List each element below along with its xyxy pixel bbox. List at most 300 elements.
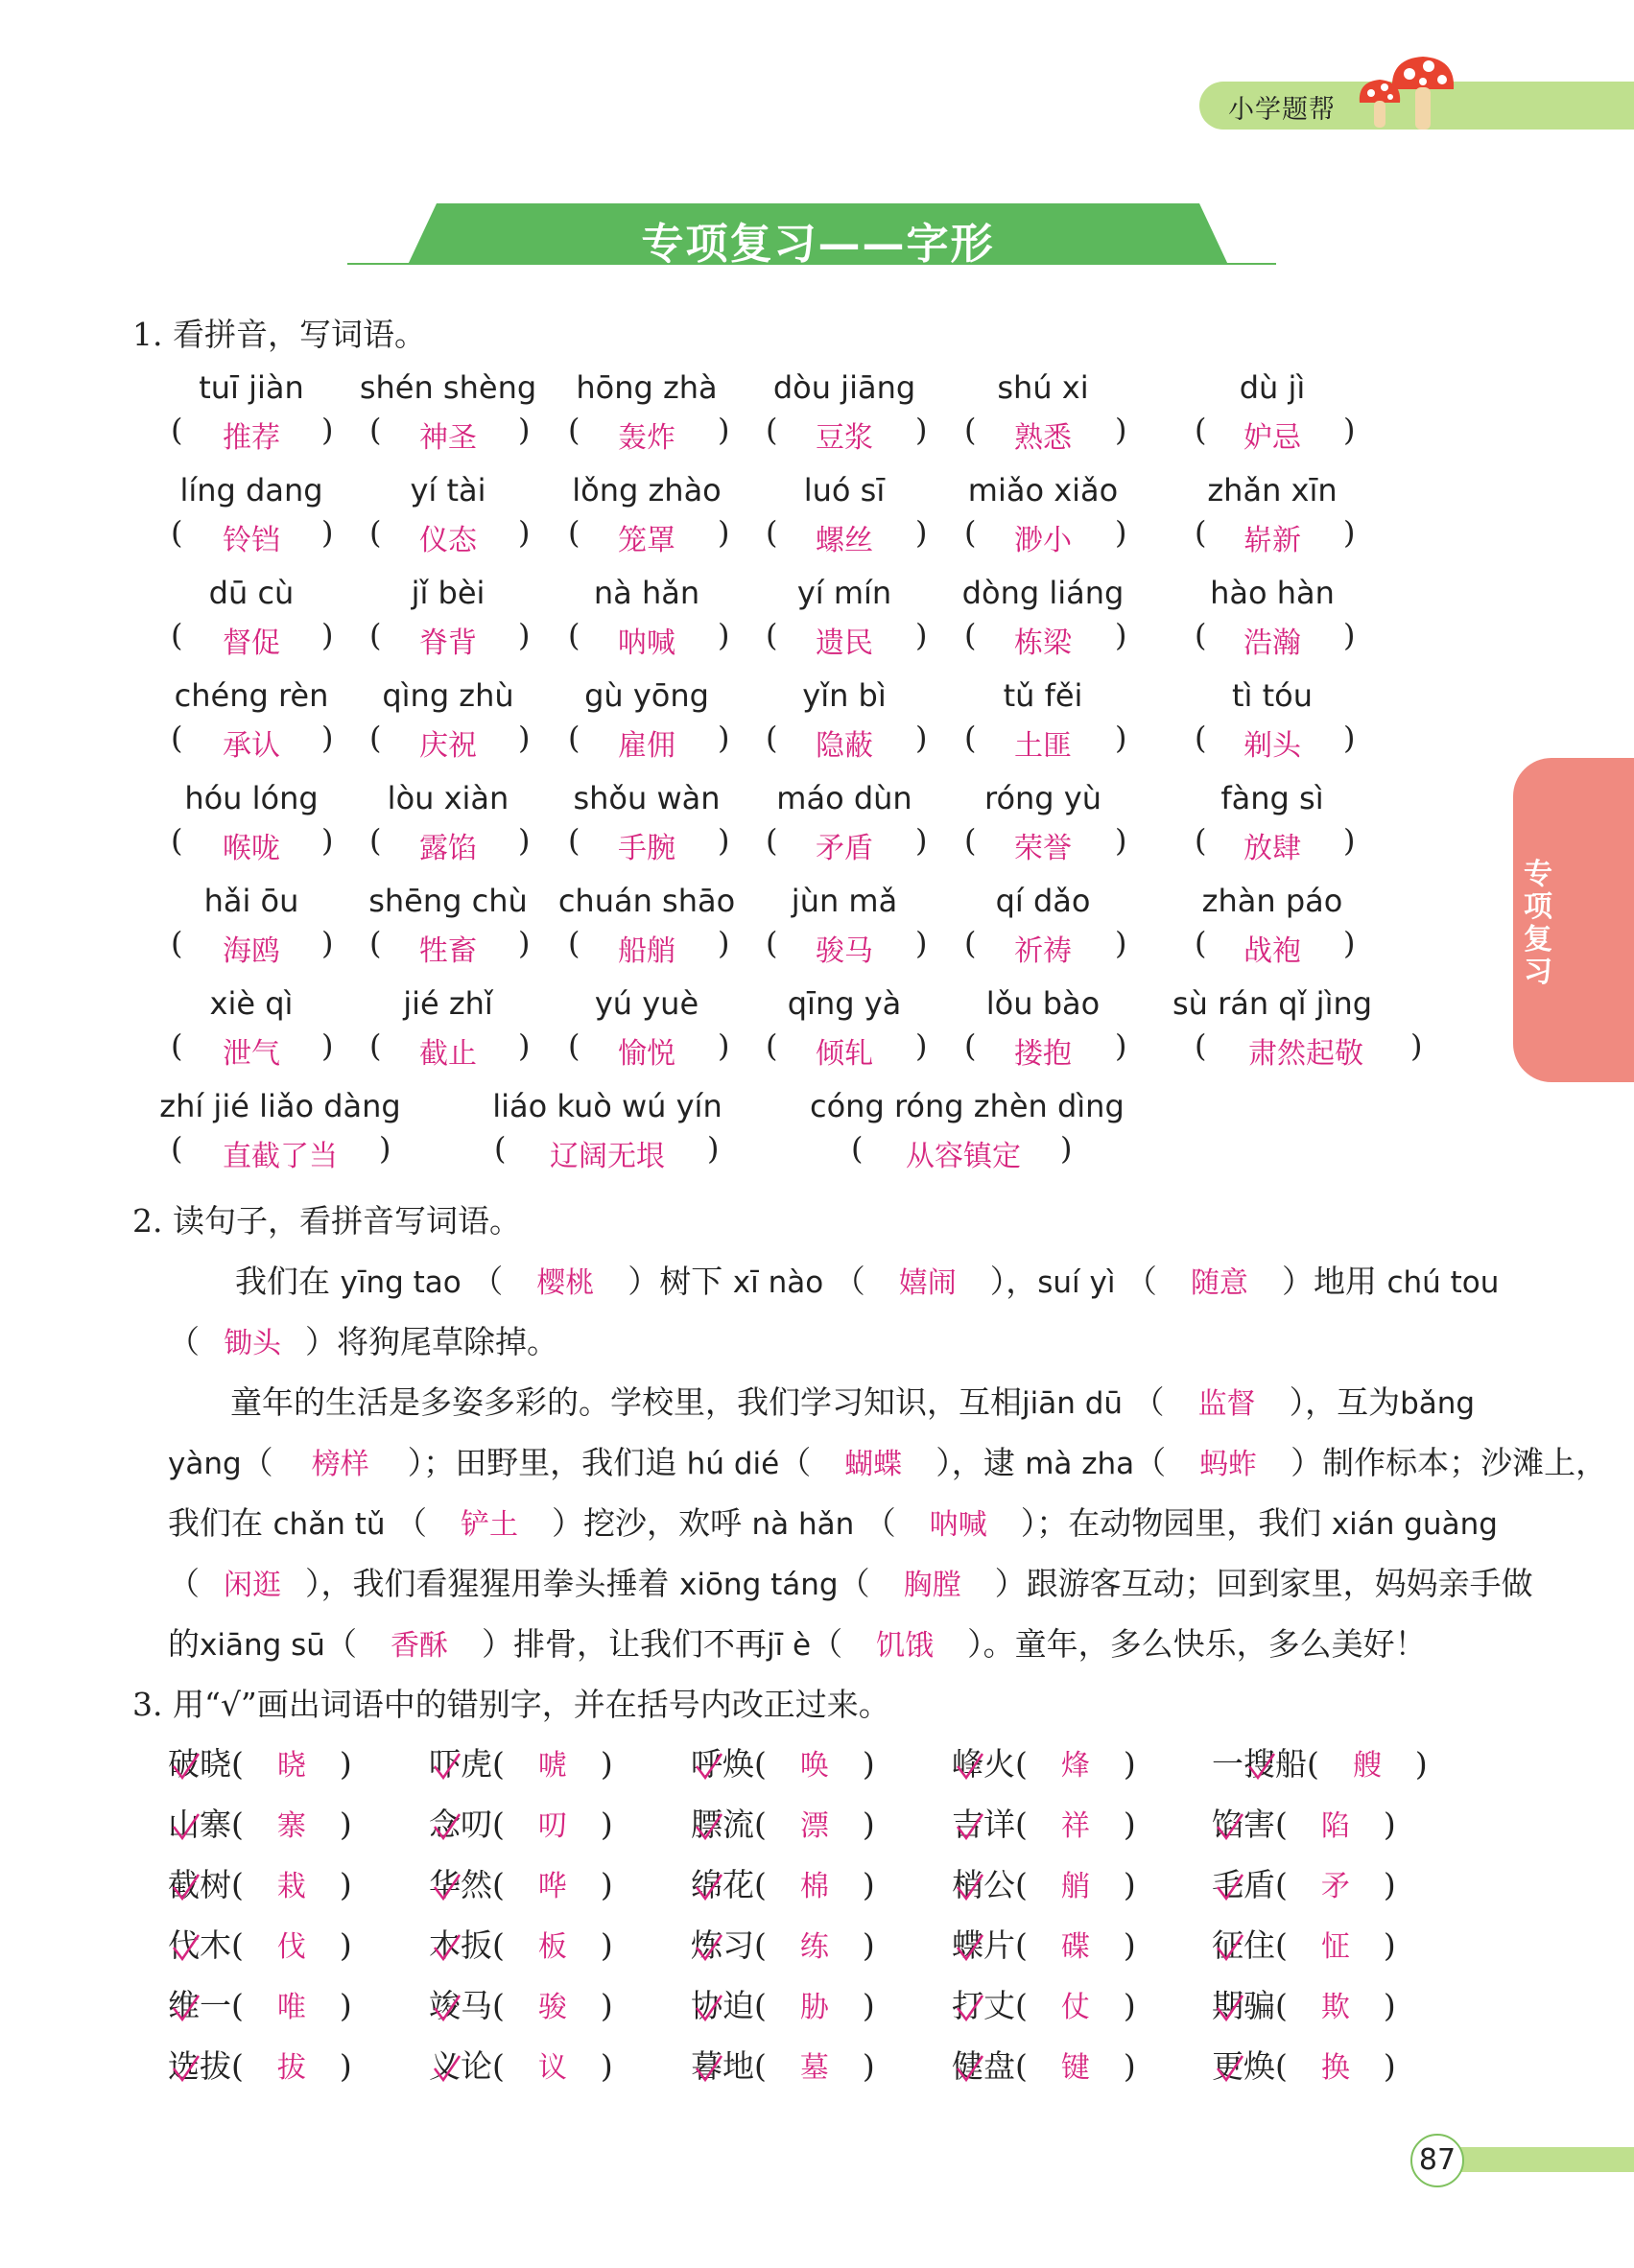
answer-word: 推荐 <box>223 421 280 455</box>
open-paren: ( <box>171 1028 183 1064</box>
pinyin-prompt: yú yuè <box>594 985 699 1022</box>
open-paren: ( <box>766 822 778 859</box>
word-with-error: 山寨 <box>168 1806 231 1843</box>
open-paren: ( <box>171 925 183 961</box>
correction-item: 木扳( 板 ) <box>429 1921 613 1966</box>
header-brand: 小学题帮 <box>1228 95 1336 125</box>
answer-word: 搂抱 <box>1014 1037 1072 1071</box>
check-mark-icon <box>170 1811 202 1844</box>
check-mark-icon <box>1245 1751 1278 1784</box>
correction-item: 截树( 栽 ) <box>168 1860 352 1905</box>
check-mark-icon <box>954 1993 986 2025</box>
correction-item: 华然( 哗 ) <box>429 1860 613 1905</box>
correction-item: 炼习( 练 ) <box>691 1921 875 1966</box>
check-mark-icon <box>693 1993 725 2025</box>
corrected-char: 议 <box>537 2051 567 2085</box>
open-paren: ( <box>1195 617 1207 653</box>
check-mark-icon <box>431 1872 463 1904</box>
corrected-char: 哗 <box>537 1870 567 1903</box>
check-mark-icon <box>431 1751 463 1784</box>
close-paren: ) <box>321 1028 334 1064</box>
pinyin-prompt: miǎo xiǎo <box>967 472 1119 508</box>
pinyin-prompt: lǒu bào <box>985 985 1101 1022</box>
pinyin-prompt: yí tài <box>410 472 486 508</box>
word-with-error: 更焕 <box>1212 2047 1275 2085</box>
answer-word: 笼罩 <box>618 524 675 557</box>
correction-item: 协迫( 胁 ) <box>691 1981 875 2026</box>
answer-word: 喉咙 <box>223 832 280 865</box>
close-paren: ) <box>1410 1028 1423 1064</box>
open-paren: ( <box>964 617 977 653</box>
word-with-error: 峰火 <box>952 1745 1015 1783</box>
correction-item: 绵花( 棉 ) <box>691 1860 875 1905</box>
corrected-char: 晓 <box>276 1749 306 1783</box>
check-mark-icon <box>693 1932 725 1965</box>
correction-item: 打丈( 仗 ) <box>952 1981 1136 2026</box>
answer-word: 愉悦 <box>618 1037 675 1071</box>
answer-word: 倾轧 <box>816 1037 873 1071</box>
word-with-error: 木扳 <box>429 1926 492 1964</box>
close-paren: ) <box>915 412 928 448</box>
pinyin-prompt: shēng chù <box>368 883 528 919</box>
pinyin-prompt: hóu lóng <box>184 780 319 816</box>
word-with-error: 膘流 <box>691 1806 754 1843</box>
word-with-error: 期骗 <box>1212 1987 1275 2024</box>
pinyin-prompt: nà hǎn <box>593 575 700 611</box>
close-paren: ) <box>1115 617 1127 653</box>
open-paren: ( <box>568 1028 580 1064</box>
close-paren: ) <box>718 925 730 961</box>
answer-word: 轰炸 <box>618 421 675 455</box>
corrected-char: 艘 <box>1352 1749 1382 1783</box>
corrected-char: 欺 <box>1320 1991 1350 2024</box>
open-paren: ( <box>964 720 977 756</box>
pinyin-prompt: dòng liáng <box>961 575 1125 611</box>
open-paren: ( <box>568 617 580 653</box>
close-paren: ) <box>1115 925 1127 961</box>
pinyin-prompt: qí dǎo <box>995 883 1091 919</box>
word-with-error: 征住 <box>1212 1926 1275 1964</box>
check-mark-icon <box>693 2053 725 2086</box>
close-paren: ) <box>321 617 334 653</box>
word-with-error: 打丈 <box>952 1987 1015 2024</box>
close-paren: ) <box>718 720 730 756</box>
open-paren: ( <box>369 822 382 859</box>
correction-item: 选拔( 拔 ) <box>168 2042 352 2087</box>
word-with-error: 一搜船 <box>1212 1745 1307 1783</box>
corrected-char: 矛 <box>1320 1870 1350 1903</box>
close-paren: ) <box>518 412 531 448</box>
pinyin-prompt: hōng zhà <box>576 369 718 406</box>
pinyin-prompt: tǔ fěi <box>1003 677 1083 714</box>
corrected-char: 键 <box>1060 2051 1090 2085</box>
corrected-char: 陷 <box>1320 1809 1350 1843</box>
correction-item: 吉详( 祥 ) <box>952 1800 1136 1845</box>
word-with-error: 选拔 <box>168 2047 231 2085</box>
pinyin-prompt: shǒu wàn <box>573 780 721 816</box>
question-1-title: 1. 看拼音，写词语。 <box>132 316 426 353</box>
answer-word: 渺小 <box>1014 524 1072 557</box>
answer-word: 庆祝 <box>419 729 477 763</box>
answer-word: 泄气 <box>223 1037 280 1071</box>
close-paren: ) <box>915 925 928 961</box>
word-with-error: 义论 <box>429 2047 492 2085</box>
pinyin-prompt: dù jì <box>1239 369 1306 406</box>
word-with-error: 竣马 <box>429 1987 492 2024</box>
open-paren: ( <box>766 720 778 756</box>
close-paren: ) <box>321 412 334 448</box>
question-3-title: 3. 用“√”画出词语中的错别字，并在括号内改正过来。 <box>132 1686 890 1723</box>
correction-item: 维一( 唯 ) <box>168 1981 352 2026</box>
open-paren: ( <box>171 514 183 551</box>
close-paren: ) <box>1343 617 1356 653</box>
pinyin-prompt: liáo kuò wú yín <box>492 1088 722 1124</box>
pinyin-prompt: hǎi ōu <box>203 883 299 919</box>
pinyin-prompt: máo dùn <box>776 780 912 816</box>
answer-word: 呐喊 <box>618 626 675 660</box>
open-paren: ( <box>766 1028 778 1064</box>
correction-item: 馅害( 陷 ) <box>1212 1800 1396 1845</box>
close-paren: ) <box>1115 1028 1127 1064</box>
check-mark-icon <box>170 1872 202 1904</box>
close-paren: ) <box>321 822 334 859</box>
corrected-char: 怔 <box>1320 1930 1350 1964</box>
close-paren: ) <box>707 1130 720 1167</box>
answer-word: 隐蔽 <box>816 729 873 763</box>
open-paren: ( <box>171 412 183 448</box>
pinyin-prompt: zhí jié liǎo dàng <box>159 1088 401 1124</box>
corrected-char: 骏 <box>537 1991 567 2024</box>
open-paren: ( <box>369 720 382 756</box>
pinyin-prompt: zhǎn xīn <box>1207 472 1338 508</box>
correction-item: 蝶片( 碟 ) <box>952 1921 1136 1966</box>
open-paren: ( <box>568 514 580 551</box>
answer-word: 雇佣 <box>618 729 675 763</box>
pinyin-prompt: dòu jiāng <box>772 369 916 406</box>
pinyin-prompt: lòu xiàn <box>387 780 509 816</box>
corrected-char: 祥 <box>1060 1809 1090 1843</box>
answer-word: 栋梁 <box>1014 626 1072 660</box>
answer-word: 祈祷 <box>1014 934 1072 968</box>
close-paren: ) <box>1343 412 1356 448</box>
answer-word: 手腕 <box>618 832 675 865</box>
answer-word: 螺丝 <box>816 524 873 557</box>
close-paren: ) <box>1060 1130 1073 1167</box>
corrected-char: 栽 <box>276 1870 306 1903</box>
check-mark-icon <box>431 1811 463 1844</box>
side-tab-label: 专项复习 <box>1524 858 1552 989</box>
check-mark-icon <box>431 1932 463 1965</box>
open-paren: ( <box>766 514 778 551</box>
answer-word: 妒忌 <box>1243 421 1301 455</box>
open-paren: ( <box>494 1130 507 1167</box>
close-paren: ) <box>1343 822 1356 859</box>
close-paren: ) <box>1343 514 1356 551</box>
close-paren: ) <box>718 822 730 859</box>
open-paren: ( <box>766 925 778 961</box>
open-paren: ( <box>171 822 183 859</box>
correction-item: 梢公( 艄 ) <box>952 1860 1136 1905</box>
page-number: 87 <box>1418 2143 1456 2177</box>
close-paren: ) <box>1115 412 1127 448</box>
open-paren: ( <box>964 925 977 961</box>
correction-item: 一搜船( 艘 ) <box>1212 1739 1428 1784</box>
close-paren: ) <box>718 617 730 653</box>
open-paren: ( <box>851 1130 864 1167</box>
open-paren: ( <box>369 1028 382 1064</box>
open-paren: ( <box>964 822 977 859</box>
q2-line-5: 我们在 chǎn tǔ （ 铲土 ）挖沙，欢呼 nà hǎn （ 呐喊 ）；在动物园里，我们 xián guàng <box>168 1504 1498 1542</box>
close-paren: ) <box>518 1028 531 1064</box>
check-mark-icon <box>1214 1811 1246 1844</box>
correction-item: 破晓( 晓 ) <box>168 1739 352 1784</box>
word-with-error: 炼习 <box>691 1926 754 1964</box>
open-paren: ( <box>964 514 977 551</box>
answer-word: 脊背 <box>419 626 477 660</box>
pinyin-prompt: yǐn bì <box>802 677 887 714</box>
answer-word: 承认 <box>223 729 280 763</box>
answer-word: 荣誉 <box>1014 832 1072 865</box>
open-paren: ( <box>568 720 580 756</box>
pinyin-prompt: dū cù <box>208 575 295 611</box>
pinyin-prompt: zhàn páo <box>1201 883 1343 919</box>
pinyin-prompt: tuī jiàn <box>199 369 304 406</box>
open-paren: ( <box>1195 1028 1207 1064</box>
close-paren: ) <box>915 1028 928 1064</box>
word-with-error: 毛盾 <box>1212 1866 1275 1903</box>
word-with-error: 截树 <box>168 1866 231 1903</box>
corrected-char: 练 <box>799 1930 829 1964</box>
footer-bar <box>1449 2147 1634 2172</box>
correction-item: 征住( 怔 ) <box>1212 1921 1396 1966</box>
check-mark-icon <box>431 1993 463 2025</box>
close-paren: ) <box>1343 925 1356 961</box>
check-mark-icon <box>954 1872 986 1904</box>
corrected-char: 伐 <box>276 1930 306 1964</box>
answer-word: 土匪 <box>1014 729 1072 763</box>
word-with-error: 蝶片 <box>952 1926 1015 1964</box>
word-with-error: 破晓 <box>168 1745 231 1783</box>
close-paren: ) <box>718 1028 730 1064</box>
corrected-char: 换 <box>1320 2051 1350 2085</box>
pinyin-prompt: hào hàn <box>1210 575 1335 611</box>
close-paren: ) <box>718 412 730 448</box>
check-mark-icon <box>954 1811 986 1844</box>
correction-item: 代木( 伐 ) <box>168 1921 352 1966</box>
word-with-error: 吉详 <box>952 1806 1015 1843</box>
word-with-error: 呼焕 <box>691 1745 754 1783</box>
open-paren: ( <box>1195 514 1207 551</box>
answer-word: 仪态 <box>419 524 477 557</box>
corrected-char: 墓 <box>799 2051 829 2085</box>
word-with-error: 健盘 <box>952 2047 1015 2085</box>
corrected-char: 烽 <box>1060 1749 1090 1783</box>
check-mark-icon <box>954 2053 986 2086</box>
corrected-char: 胁 <box>799 1991 829 2024</box>
pinyin-prompt: yí mín <box>796 575 892 611</box>
pinyin-prompt: tì tóu <box>1231 677 1313 714</box>
word-with-error: 梢公 <box>952 1866 1015 1903</box>
pinyin-prompt: jùn mǎ <box>791 883 898 919</box>
open-paren: ( <box>171 720 183 756</box>
corrected-char: 漂 <box>799 1809 829 1843</box>
check-mark-icon <box>170 1932 202 1965</box>
pinyin-prompt: fàng sì <box>1220 780 1324 816</box>
correction-item: 暮地( 墓 ) <box>691 2042 875 2087</box>
word-with-error: 馅害 <box>1212 1806 1275 1843</box>
correction-item: 毛盾( 矛 ) <box>1212 1860 1396 1905</box>
answer: 樱桃 <box>536 1266 595 1300</box>
q2-line-3: 童年的生活是多姿多彩的。学校里，我们学习知识，互相jiān dū （ 监督 ），互为bǎng <box>230 1383 1476 1421</box>
answer-word: 辽阔无垠 <box>550 1140 665 1173</box>
open-paren: ( <box>369 925 382 961</box>
check-mark-icon <box>431 2053 463 2086</box>
word-with-error: 代木 <box>168 1926 231 1964</box>
open-paren: ( <box>568 412 580 448</box>
correction-item: 竣马( 骏 ) <box>429 1981 613 2026</box>
pinyin-prompt: lǒng zhào <box>572 472 722 508</box>
close-paren: ) <box>321 514 334 551</box>
word-with-error: 念叨 <box>429 1806 492 1843</box>
open-paren: ( <box>568 925 580 961</box>
answer-word: 骏马 <box>816 934 873 968</box>
check-mark-icon <box>1214 2053 1246 2086</box>
pinyin-prompt: shén shèng <box>359 369 537 406</box>
pinyin-prompt: qīng yà <box>787 985 902 1022</box>
correction-item: 念叨( 叨 ) <box>429 1800 613 1845</box>
word-with-error: 吓虎 <box>429 1745 492 1783</box>
q2-line-2: （ 锄头 ）将狗尾草除掉。 <box>168 1323 558 1360</box>
answer-word: 矛盾 <box>816 832 873 865</box>
q2-line-4: yàng（ 榜样 ）；田野里，我们追 hú dié（ 蝴蝶 ），逮 mà zha（ 蚂蚱 ）制作标本；沙滩上， <box>168 1444 1608 1481</box>
check-mark-icon <box>954 1751 986 1784</box>
close-paren: ) <box>1115 514 1127 551</box>
corrected-char: 叨 <box>537 1809 567 1843</box>
open-paren: ( <box>766 617 778 653</box>
close-paren: ) <box>518 720 531 756</box>
answer-word: 肃然起敬 <box>1248 1037 1363 1071</box>
answer-word: 浩瀚 <box>1243 626 1301 660</box>
correction-item: 山寨( 寨 ) <box>168 1800 352 1845</box>
open-paren: ( <box>568 822 580 859</box>
open-paren: ( <box>171 617 183 653</box>
correction-item: 呼焕( 唤 ) <box>691 1739 875 1784</box>
answer-word: 露馅 <box>419 832 477 865</box>
answer-word: 崭新 <box>1243 524 1301 557</box>
q2-line-7: 的xiāng sū（ 香酥 ）排骨，让我们不再jī è（ 饥饿 ）。童年，多么快乐，多么美好！ <box>168 1625 1427 1663</box>
corrected-char: 板 <box>537 1930 567 1964</box>
answer-word: 战袍 <box>1243 934 1301 968</box>
open-paren: ( <box>766 412 778 448</box>
correction-item: 吓虎( 唬 ) <box>429 1739 613 1784</box>
answer-word: 神圣 <box>419 421 477 455</box>
corrected-char: 碟 <box>1060 1930 1090 1964</box>
corrected-char: 唬 <box>537 1749 567 1783</box>
answer-word: 放肆 <box>1243 832 1301 865</box>
check-mark-icon <box>170 2053 202 2086</box>
close-paren: ) <box>1343 720 1356 756</box>
pinyin-prompt: luó sī <box>803 472 886 508</box>
answer-word: 直截了当 <box>223 1140 338 1173</box>
pinyin-prompt: qìng zhù <box>382 677 514 714</box>
answer-word: 牲畜 <box>419 934 477 968</box>
open-paren: ( <box>369 412 382 448</box>
correction-item: 峰火( 烽 ) <box>952 1739 1136 1784</box>
answer-word: 铃铛 <box>223 524 280 557</box>
word-with-error: 华然 <box>429 1866 492 1903</box>
check-mark-icon <box>170 1751 202 1784</box>
word-with-error: 维一 <box>168 1987 231 2024</box>
word-with-error: 暮地 <box>691 2047 754 2085</box>
answer-word: 船艄 <box>618 934 675 968</box>
pinyin-prompt: jié zhǐ <box>403 985 493 1022</box>
close-paren: ) <box>1115 822 1127 859</box>
check-mark-icon <box>1214 1993 1246 2025</box>
check-mark-icon <box>1214 1872 1246 1904</box>
corrected-char: 拔 <box>276 2051 306 2085</box>
open-paren: ( <box>369 617 382 653</box>
corrected-char: 唯 <box>276 1991 306 2024</box>
answer-word: 截止 <box>419 1037 477 1071</box>
check-mark-icon <box>693 1872 725 1904</box>
close-paren: ) <box>518 514 531 551</box>
correction-item: 期骗( 欺 ) <box>1212 1981 1396 2026</box>
close-paren: ) <box>915 720 928 756</box>
correction-item: 健盘( 键 ) <box>952 2042 1136 2087</box>
page-title: 专项复习——字形 <box>641 220 995 269</box>
close-paren: ) <box>718 514 730 551</box>
corrected-char: 艄 <box>1060 1870 1090 1903</box>
pinyin-prompt: cóng róng zhèn dìng <box>810 1088 1125 1124</box>
check-mark-icon <box>693 1751 725 1784</box>
close-paren: ) <box>915 514 928 551</box>
answer-word: 督促 <box>223 626 280 660</box>
close-paren: ) <box>915 617 928 653</box>
open-paren: ( <box>1195 822 1207 859</box>
pinyin-prompt: chéng rèn <box>174 677 329 714</box>
q2-line-1: 我们在 yīng tao （ 樱桃 ）树下 xī nào （ 嬉闹 ），suí yì （ 随意 ）地用 chú tou <box>235 1257 1499 1302</box>
open-paren: ( <box>1195 412 1207 448</box>
correction-item: 更焕( 换 ) <box>1212 2042 1396 2087</box>
word-with-error: 协迫 <box>691 1987 754 2024</box>
answer-word: 剃头 <box>1243 729 1301 763</box>
pinyin-prompt: chuán shāo <box>557 883 736 919</box>
check-mark-icon <box>693 1811 725 1844</box>
q2-line-6: （ 闲逛 ），我们看猩猩用拳头捶着 xiōng táng（ 胸膛 ）跟游客互动；回到家里，妈妈亲手做 <box>168 1565 1533 1602</box>
open-paren: ( <box>369 514 382 551</box>
pinyin-prompt: róng yù <box>983 780 1101 816</box>
pinyin-prompt: shú xi <box>997 369 1089 406</box>
corrected-char: 唤 <box>799 1749 829 1783</box>
open-paren: ( <box>1195 925 1207 961</box>
pinyin-prompt: líng dang <box>179 472 323 508</box>
correction-item: 膘流( 漂 ) <box>691 1800 875 1845</box>
check-mark-icon <box>954 1932 986 1965</box>
open-paren: ( <box>1195 720 1207 756</box>
close-paren: ) <box>379 1130 391 1167</box>
answer-word: 熟悉 <box>1014 421 1072 455</box>
answer-word: 豆浆 <box>816 421 873 455</box>
close-paren: ) <box>518 617 531 653</box>
check-mark-icon <box>170 1993 202 2025</box>
pinyin-prompt: xiè qì <box>209 985 294 1022</box>
check-mark-icon <box>1214 1932 1246 1965</box>
close-paren: ) <box>518 822 531 859</box>
open-paren: ( <box>964 1028 977 1064</box>
corrected-char: 仗 <box>1060 1991 1090 2024</box>
close-paren: ) <box>915 822 928 859</box>
correction-item: 义论( 议 ) <box>429 2042 613 2087</box>
